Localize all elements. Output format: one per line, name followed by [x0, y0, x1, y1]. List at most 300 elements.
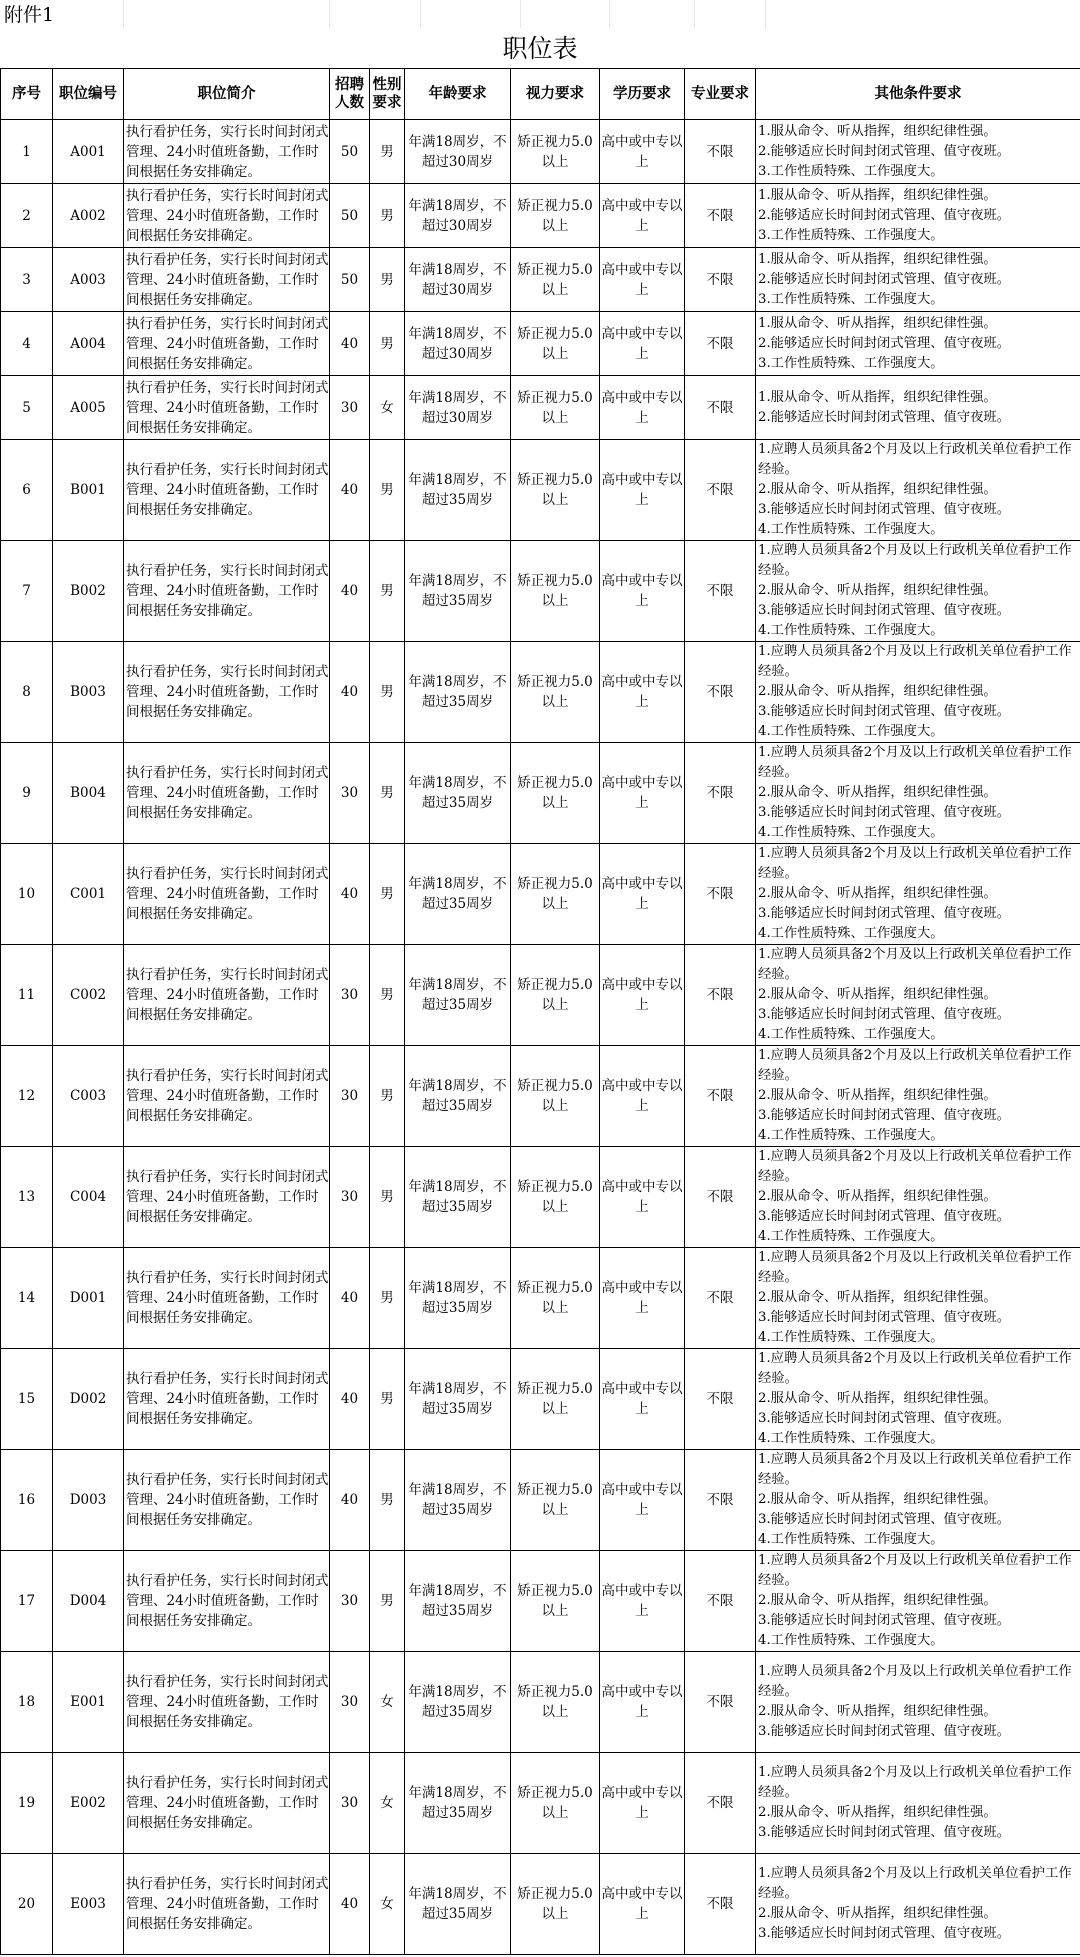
condition-line: 3.能够适应长时间封闭式管理、值守夜班。: [758, 603, 1011, 618]
cell-other: [756, 743, 1080, 844]
cell-code: E002: [53, 1753, 124, 1854]
condition-line: 3.工作性质特殊、工作强度大。: [758, 291, 944, 307]
cell-intro: 执行看护任务，实行长时间封闭式管理、24小时值班备勤，工作时间根据任务安排确定。: [124, 945, 330, 1046]
cell-seq: 3: [1, 248, 53, 312]
table-row: [1, 844, 1080, 945]
condition-line: 3.能够适应长时间封闭式管理、值守夜班。: [758, 1108, 1011, 1123]
condition-line: 2.服从命令、听从指挥，组织纪律性强。: [758, 1704, 997, 1719]
table-row: [1, 120, 1080, 184]
cell-seq: 7: [1, 541, 53, 642]
cell-count: 50: [330, 120, 370, 184]
cell-vision: 矫正视力5.0以上: [511, 945, 600, 1046]
condition-line: 1.应聘人员须具备2个月及以上行政机关单位看护工作经验。: [758, 644, 1072, 679]
cell-code: A005: [53, 376, 124, 440]
condition-line: 2.服从命令、听从指挥，组织纪律性强。: [758, 886, 997, 901]
cell-other: [756, 1450, 1080, 1551]
cell-gender: 男: [370, 440, 405, 541]
cell-seq: 17: [1, 1551, 53, 1652]
cell-seq: 4: [1, 312, 53, 376]
cell-major: 不限: [685, 120, 756, 184]
condition-line: 2.能够适应长时间封闭式管理、值守夜班。: [758, 207, 1011, 223]
cell-vision: 矫正视力5.0以上: [511, 642, 600, 743]
condition-line: 4.工作性质特殊、工作强度大。: [758, 926, 944, 941]
cell-code: D004: [53, 1551, 124, 1652]
condition-line: 4.工作性质特殊、工作强度大。: [758, 825, 944, 840]
cell-code: D003: [53, 1450, 124, 1551]
cell-count: 40: [330, 541, 370, 642]
table-row: [1, 1046, 1080, 1147]
cell-gender: 女: [370, 1854, 405, 1955]
condition-line: 4.工作性质特殊、工作强度大。: [758, 1229, 944, 1244]
cell-gender: 男: [370, 1147, 405, 1248]
condition-line: 3.能够适应长时间封闭式管理、值守夜班。: [758, 1209, 1011, 1224]
cell-education: 高中或中专以上: [600, 945, 685, 1046]
condition-line: 2.服从命令、听从指挥，组织纪律性强。: [758, 583, 997, 598]
header-age: 年龄要求: [405, 69, 511, 120]
cell-major: 不限: [685, 1652, 756, 1753]
cell-vision: 矫正视力5.0以上: [511, 1854, 600, 1955]
header-major: 专业要求: [685, 69, 756, 120]
condition-line: 3.能够适应长时间封闭式管理、值守夜班。: [758, 1825, 1011, 1840]
cell-major: 不限: [685, 376, 756, 440]
cell-gender: 男: [370, 743, 405, 844]
cell-code: D002: [53, 1349, 124, 1450]
cell-intro: 执行看护任务，实行长时间封闭式管理、24小时值班备勤，工作时间根据任务安排确定。: [124, 1248, 330, 1349]
table-row: [1, 184, 1080, 248]
grid-line: [765, 0, 766, 28]
cell-intro: 执行看护任务，实行长时间封闭式管理、24小时值班备勤，工作时间根据任务安排确定。: [124, 1652, 330, 1753]
cell-code: E001: [53, 1652, 124, 1753]
cell-count: 50: [330, 184, 370, 248]
cell-intro: 执行看护任务，实行长时间封闭式管理、24小时值班备勤，工作时间根据任务安排确定。: [124, 541, 330, 642]
table-row: [1, 1349, 1080, 1450]
condition-line: 2.服从命令、听从指挥，组织纪律性强。: [758, 1805, 997, 1820]
cell-other: [756, 1551, 1080, 1652]
cell-vision: 矫正视力5.0以上: [511, 1753, 600, 1854]
condition-line: 2.服从命令、听从指挥，组织纪律性强。: [758, 482, 997, 497]
cell-seq: 19: [1, 1753, 53, 1854]
cell-other: [756, 945, 1080, 1046]
cell-gender: 男: [370, 1046, 405, 1147]
cell-other: [756, 376, 1080, 440]
cell-age: 年满18周岁，不超过35周岁: [405, 1046, 511, 1147]
condition-line: 3.能够适应长时间封闭式管理、值守夜班。: [758, 805, 1011, 820]
position-table: [0, 68, 1080, 1955]
cell-vision: 矫正视力5.0以上: [511, 1551, 600, 1652]
cell-other: [756, 312, 1080, 376]
header-education: 学历要求: [600, 69, 685, 120]
condition-line: 3.能够适应长时间封闭式管理、值守夜班。: [758, 1512, 1011, 1527]
cell-age: 年满18周岁，不超过35周岁: [405, 1753, 511, 1854]
condition-line: 4.工作性质特殊、工作强度大。: [758, 1532, 944, 1547]
cell-age: 年满18周岁，不超过35周岁: [405, 1854, 511, 1955]
condition-line: 1.服从命令、听从指挥，组织纪律性强。: [758, 389, 997, 405]
condition-line: 4.工作性质特殊、工作强度大。: [758, 1128, 944, 1143]
cell-other: [756, 1854, 1080, 1955]
cell-intro: 执行看护任务，实行长时间封闭式管理、24小时值班备勤，工作时间根据任务安排确定。: [124, 642, 330, 743]
condition-line: 1.应聘人员须具备2个月及以上行政机关单位看护工作经验。: [758, 1553, 1072, 1588]
condition-line: 1.应聘人员须具备2个月及以上行政机关单位看护工作经验。: [758, 1149, 1072, 1184]
table-row: [1, 1854, 1080, 1955]
cell-intro: 执行看护任务，实行长时间封闭式管理、24小时值班备勤，工作时间根据任务安排确定。: [124, 1450, 330, 1551]
cell-vision: 矫正视力5.0以上: [511, 541, 600, 642]
cell-code: C003: [53, 1046, 124, 1147]
cell-major: 不限: [685, 541, 756, 642]
header-gender: 性别要求: [370, 69, 405, 120]
cell-vision: 矫正视力5.0以上: [511, 1046, 600, 1147]
header-intro: 职位简介: [124, 69, 330, 120]
condition-line: 2.服从命令、听从指挥，组织纪律性强。: [758, 1391, 997, 1406]
table-body: [1, 120, 1080, 1955]
grid-line: [694, 0, 695, 28]
cell-major: 不限: [685, 1248, 756, 1349]
cell-major: 不限: [685, 248, 756, 312]
cell-major: 不限: [685, 844, 756, 945]
cell-age: 年满18周岁，不超过35周岁: [405, 844, 511, 945]
condition-line: 3.能够适应长时间封闭式管理、值守夜班。: [758, 1411, 1011, 1426]
condition-line: 2.能够适应长时间封闭式管理、值守夜班。: [758, 271, 1011, 287]
condition-line: 4.工作性质特殊、工作强度大。: [758, 1330, 944, 1345]
cell-gender: 男: [370, 1551, 405, 1652]
cell-count: 50: [330, 248, 370, 312]
cell-code: C001: [53, 844, 124, 945]
cell-count: 30: [330, 1147, 370, 1248]
condition-line: 3.能够适应长时间封闭式管理、值守夜班。: [758, 1724, 1011, 1739]
cell-education: 高中或中专以上: [600, 1652, 685, 1753]
condition-line: 3.能够适应长时间封闭式管理、值守夜班。: [758, 1310, 1011, 1325]
cell-count: 30: [330, 1753, 370, 1854]
cell-code: C002: [53, 945, 124, 1046]
cell-gender: 男: [370, 248, 405, 312]
cell-major: 不限: [685, 1046, 756, 1147]
cell-count: 30: [330, 743, 370, 844]
cell-age: 年满18周岁，不超过30周岁: [405, 312, 511, 376]
condition-line: 2.服从命令、听从指挥，组织纪律性强。: [758, 785, 997, 800]
cell-seq: 6: [1, 440, 53, 541]
table-row: [1, 248, 1080, 312]
cell-other: [756, 1349, 1080, 1450]
cell-seq: 20: [1, 1854, 53, 1955]
cell-gender: 男: [370, 642, 405, 743]
cell-count: 30: [330, 376, 370, 440]
cell-other: [756, 642, 1080, 743]
cell-intro: 执行看护任务，实行长时间封闭式管理、24小时值班备勤，工作时间根据任务安排确定。: [124, 312, 330, 376]
cell-gender: 男: [370, 312, 405, 376]
cell-major: 不限: [685, 1147, 756, 1248]
cell-intro: 执行看护任务，实行长时间封闭式管理、24小时值班备勤，工作时间根据任务安排确定。: [124, 1349, 330, 1450]
cell-seq: 15: [1, 1349, 53, 1450]
cell-code: E003: [53, 1854, 124, 1955]
cell-intro: 执行看护任务，实行长时间封闭式管理、24小时值班备勤，工作时间根据任务安排确定。: [124, 1551, 330, 1652]
condition-line: 3.能够适应长时间封闭式管理、值守夜班。: [758, 1926, 1011, 1941]
cell-education: 高中或中专以上: [600, 1450, 685, 1551]
cell-count: 40: [330, 642, 370, 743]
condition-line: 1.应聘人员须具备2个月及以上行政机关单位看护工作经验。: [758, 947, 1072, 982]
condition-line: 3.能够适应长时间封闭式管理、值守夜班。: [758, 502, 1011, 517]
condition-line: 2.服从命令、听从指挥，组织纪律性强。: [758, 1290, 997, 1305]
cell-gender: 女: [370, 1652, 405, 1753]
cell-major: 不限: [685, 1551, 756, 1652]
cell-count: 30: [330, 1652, 370, 1753]
cell-major: 不限: [685, 312, 756, 376]
table-row: [1, 945, 1080, 1046]
cell-seq: 13: [1, 1147, 53, 1248]
cell-major: 不限: [685, 184, 756, 248]
cell-education: 高中或中专以上: [600, 844, 685, 945]
condition-line: 1.服从命令、听从指挥，组织纪律性强。: [758, 123, 997, 139]
header-row: [1, 69, 1080, 120]
cell-other: [756, 844, 1080, 945]
cell-major: 不限: [685, 945, 756, 1046]
cell-gender: 女: [370, 376, 405, 440]
grid-line: [329, 0, 330, 28]
cell-gender: 男: [370, 1248, 405, 1349]
cell-intro: 执行看护任务，实行长时间封闭式管理、24小时值班备勤，工作时间根据任务安排确定。: [124, 743, 330, 844]
cell-age: 年满18周岁，不超过35周岁: [405, 1248, 511, 1349]
condition-line: 2.服从命令、听从指挥，组织纪律性强。: [758, 1189, 997, 1204]
cell-count: 40: [330, 1854, 370, 1955]
cell-education: 高中或中专以上: [600, 1248, 685, 1349]
cell-age: 年满18周岁，不超过35周岁: [405, 945, 511, 1046]
condition-line: 1.应聘人员须具备2个月及以上行政机关单位看护工作经验。: [758, 1765, 1072, 1800]
cell-vision: 矫正视力5.0以上: [511, 440, 600, 541]
condition-line: 2.服从命令、听从指挥，组织纪律性强。: [758, 1593, 997, 1608]
cell-age: 年满18周岁，不超过35周岁: [405, 642, 511, 743]
condition-line: 4.工作性质特殊、工作强度大。: [758, 1431, 944, 1446]
cell-vision: 矫正视力5.0以上: [511, 1248, 600, 1349]
condition-line: 4.工作性质特殊、工作强度大。: [758, 1027, 944, 1042]
cell-vision: 矫正视力5.0以上: [511, 1652, 600, 1753]
cell-code: A001: [53, 120, 124, 184]
cell-education: 高中或中专以上: [600, 1046, 685, 1147]
condition-line: 2.能够适应长时间封闭式管理、值守夜班。: [758, 335, 1011, 351]
cell-other: [756, 440, 1080, 541]
condition-line: 1.服从命令、听从指挥，组织纪律性强。: [758, 251, 997, 267]
cell-count: 40: [330, 844, 370, 945]
condition-line: 3.能够适应长时间封闭式管理、值守夜班。: [758, 1613, 1011, 1628]
cell-intro: 执行看护任务，实行长时间封闭式管理、24小时值班备勤，工作时间根据任务安排确定。: [124, 1046, 330, 1147]
cell-code: B004: [53, 743, 124, 844]
cell-age: 年满18周岁，不超过35周岁: [405, 1551, 511, 1652]
cell-gender: 男: [370, 844, 405, 945]
condition-line: 2.能够适应长时间封闭式管理、值守夜班。: [758, 409, 1011, 425]
cell-count: 30: [330, 1551, 370, 1652]
cell-seq: 8: [1, 642, 53, 743]
condition-line: 2.能够适应长时间封闭式管理、值守夜班。: [758, 143, 1011, 159]
cell-gender: 男: [370, 1450, 405, 1551]
table-row: [1, 1248, 1080, 1349]
condition-line: 1.服从命令、听从指挥，组织纪律性强。: [758, 187, 997, 203]
cell-other: [756, 184, 1080, 248]
cell-intro: 执行看护任务，实行长时间封闭式管理、24小时值班备勤，工作时间根据任务安排确定。: [124, 248, 330, 312]
condition-line: 3.能够适应长时间封闭式管理、值守夜班。: [758, 1007, 1011, 1022]
cell-age: 年满18周岁，不超过30周岁: [405, 248, 511, 312]
cell-major: 不限: [685, 1450, 756, 1551]
cell-other: [756, 1652, 1080, 1753]
cell-major: 不限: [685, 743, 756, 844]
cell-count: 40: [330, 1248, 370, 1349]
table-row: [1, 743, 1080, 844]
cell-vision: 矫正视力5.0以上: [511, 184, 600, 248]
cell-education: 高中或中专以上: [600, 541, 685, 642]
cell-vision: 矫正视力5.0以上: [511, 376, 600, 440]
cell-vision: 矫正视力5.0以上: [511, 743, 600, 844]
cell-seq: 2: [1, 184, 53, 248]
condition-line: 3.工作性质特殊、工作强度大。: [758, 227, 944, 243]
cell-education: 高中或中专以上: [600, 120, 685, 184]
cell-seq: 11: [1, 945, 53, 1046]
cell-education: 高中或中专以上: [600, 1147, 685, 1248]
cell-code: A003: [53, 248, 124, 312]
condition-line: 1.应聘人员须具备2个月及以上行政机关单位看护工作经验。: [758, 1048, 1072, 1083]
cell-vision: 矫正视力5.0以上: [511, 1349, 600, 1450]
condition-line: 1.应聘人员须具备2个月及以上行政机关单位看护工作经验。: [758, 1452, 1072, 1487]
cell-gender: 男: [370, 541, 405, 642]
condition-line: 3.能够适应长时间封闭式管理、值守夜班。: [758, 906, 1011, 921]
condition-line: 4.工作性质特殊、工作强度大。: [758, 623, 944, 638]
cell-education: 高中或中专以上: [600, 184, 685, 248]
cell-vision: 矫正视力5.0以上: [511, 1450, 600, 1551]
table-row: [1, 1551, 1080, 1652]
cell-gender: 男: [370, 120, 405, 184]
condition-line: 2.服从命令、听从指挥，组织纪律性强。: [758, 1088, 997, 1103]
cell-code: B003: [53, 642, 124, 743]
condition-line: 1.应聘人员须具备2个月及以上行政机关单位看护工作经验。: [758, 1866, 1072, 1901]
table-row: [1, 1450, 1080, 1551]
cell-count: 30: [330, 1046, 370, 1147]
cell-other: [756, 541, 1080, 642]
cell-seq: 9: [1, 743, 53, 844]
cell-count: 30: [330, 945, 370, 1046]
table-row: [1, 1147, 1080, 1248]
cell-education: 高中或中专以上: [600, 440, 685, 541]
header-code: 职位编号: [53, 69, 124, 120]
cell-intro: 执行看护任务，实行长时间封闭式管理、24小时值班备勤，工作时间根据任务安排确定。: [124, 1753, 330, 1854]
cell-intro: 执行看护任务，实行长时间封闭式管理、24小时值班备勤，工作时间根据任务安排确定。: [124, 440, 330, 541]
cell-age: 年满18周岁，不超过30周岁: [405, 120, 511, 184]
cell-code: A004: [53, 312, 124, 376]
cell-gender: 男: [370, 1349, 405, 1450]
cell-other: [756, 120, 1080, 184]
cell-intro: 执行看护任务，实行长时间封闭式管理、24小时值班备勤，工作时间根据任务安排确定。: [124, 844, 330, 945]
cell-vision: 矫正视力5.0以上: [511, 1147, 600, 1248]
condition-line: 4.工作性质特殊、工作强度大。: [758, 1633, 944, 1648]
cell-seq: 5: [1, 376, 53, 440]
condition-line: 1.应聘人员须具备2个月及以上行政机关单位看护工作经验。: [758, 1664, 1072, 1699]
cell-age: 年满18周岁，不超过35周岁: [405, 440, 511, 541]
page-title: 职位表: [502, 34, 578, 63]
cell-seq: 10: [1, 844, 53, 945]
cell-education: 高中或中专以上: [600, 642, 685, 743]
cell-age: 年满18周岁，不超过35周岁: [405, 1450, 511, 1551]
cell-count: 40: [330, 1349, 370, 1450]
cell-code: D001: [53, 1248, 124, 1349]
condition-line: 1.应聘人员须具备2个月及以上行政机关单位看护工作经验。: [758, 745, 1072, 780]
cell-code: A002: [53, 184, 124, 248]
table-row: [1, 440, 1080, 541]
table-row: [1, 1652, 1080, 1753]
cell-count: 40: [330, 440, 370, 541]
cell-intro: 执行看护任务，实行长时间封闭式管理、24小时值班备勤，工作时间根据任务安排确定。: [124, 184, 330, 248]
cell-other: [756, 248, 1080, 312]
cell-age: 年满18周岁，不超过35周岁: [405, 743, 511, 844]
table-row: [1, 642, 1080, 743]
grid-line: [520, 0, 521, 28]
cell-major: 不限: [685, 1854, 756, 1955]
grid-line: [123, 0, 124, 28]
condition-line: 1.服从命令、听从指挥，组织纪律性强。: [758, 315, 997, 331]
cell-age: 年满18周岁，不超过35周岁: [405, 1349, 511, 1450]
cell-major: 不限: [685, 440, 756, 541]
cell-seq: 12: [1, 1046, 53, 1147]
cell-gender: 女: [370, 1753, 405, 1854]
grid-line: [609, 0, 610, 28]
table-row: [1, 312, 1080, 376]
cell-seq: 1: [1, 120, 53, 184]
cell-vision: 矫正视力5.0以上: [511, 312, 600, 376]
header-vision: 视力要求: [511, 69, 600, 120]
cell-education: 高中或中专以上: [600, 1854, 685, 1955]
attachment-label: 附件1: [4, 4, 55, 26]
cell-vision: 矫正视力5.0以上: [511, 120, 600, 184]
cell-vision: 矫正视力5.0以上: [511, 844, 600, 945]
cell-code: B001: [53, 440, 124, 541]
condition-line: 3.能够适应长时间封闭式管理、值守夜班。: [758, 704, 1011, 719]
table-row: [1, 1753, 1080, 1854]
table-row: [1, 541, 1080, 642]
condition-line: 2.服从命令、听从指挥，组织纪律性强。: [758, 987, 997, 1002]
condition-line: 4.工作性质特殊、工作强度大。: [758, 522, 944, 537]
cell-education: 高中或中专以上: [600, 376, 685, 440]
cell-intro: 执行看护任务，实行长时间封闭式管理、24小时值班备勤，工作时间根据任务安排确定。: [124, 1147, 330, 1248]
condition-line: 1.应聘人员须具备2个月及以上行政机关单位看护工作经验。: [758, 1250, 1072, 1285]
cell-other: [756, 1248, 1080, 1349]
cell-seq: 16: [1, 1450, 53, 1551]
cell-age: 年满18周岁，不超过30周岁: [405, 184, 511, 248]
cell-count: 40: [330, 1450, 370, 1551]
cell-code: B002: [53, 541, 124, 642]
cell-education: 高中或中专以上: [600, 312, 685, 376]
cell-seq: 18: [1, 1652, 53, 1753]
cell-vision: 矫正视力5.0以上: [511, 248, 600, 312]
cell-other: [756, 1046, 1080, 1147]
table-row: [1, 376, 1080, 440]
cell-major: 不限: [685, 1349, 756, 1450]
cell-education: 高中或中专以上: [600, 1753, 685, 1854]
header-seq: 序号: [1, 69, 53, 120]
cell-count: 40: [330, 312, 370, 376]
cell-education: 高中或中专以上: [600, 1349, 685, 1450]
cell-age: 年满18周岁，不超过30周岁: [405, 376, 511, 440]
cell-major: 不限: [685, 1753, 756, 1854]
cell-intro: 执行看护任务，实行长时间封闭式管理、24小时值班备勤，工作时间根据任务安排确定。: [124, 376, 330, 440]
condition-line: 2.服从命令、听从指挥，组织纪律性强。: [758, 1492, 997, 1507]
condition-line: 3.工作性质特殊、工作强度大。: [758, 355, 944, 371]
condition-line: 2.服从命令、听从指挥，组织纪律性强。: [758, 684, 997, 699]
condition-line: 1.应聘人员须具备2个月及以上行政机关单位看护工作经验。: [758, 543, 1072, 578]
cell-education: 高中或中专以上: [600, 1551, 685, 1652]
cell-age: 年满18周岁，不超过35周岁: [405, 541, 511, 642]
cell-code: C004: [53, 1147, 124, 1248]
cell-gender: 男: [370, 945, 405, 1046]
cell-major: 不限: [685, 642, 756, 743]
cell-intro: 执行看护任务，实行长时间封闭式管理、24小时值班备勤，工作时间根据任务安排确定。: [124, 120, 330, 184]
condition-line: 1.应聘人员须具备2个月及以上行政机关单位看护工作经验。: [758, 846, 1072, 881]
condition-line: 1.应聘人员须具备2个月及以上行政机关单位看护工作经验。: [758, 442, 1072, 477]
cell-education: 高中或中专以上: [600, 743, 685, 844]
cell-education: 高中或中专以上: [600, 248, 685, 312]
header-count: 招聘人数: [330, 69, 370, 120]
